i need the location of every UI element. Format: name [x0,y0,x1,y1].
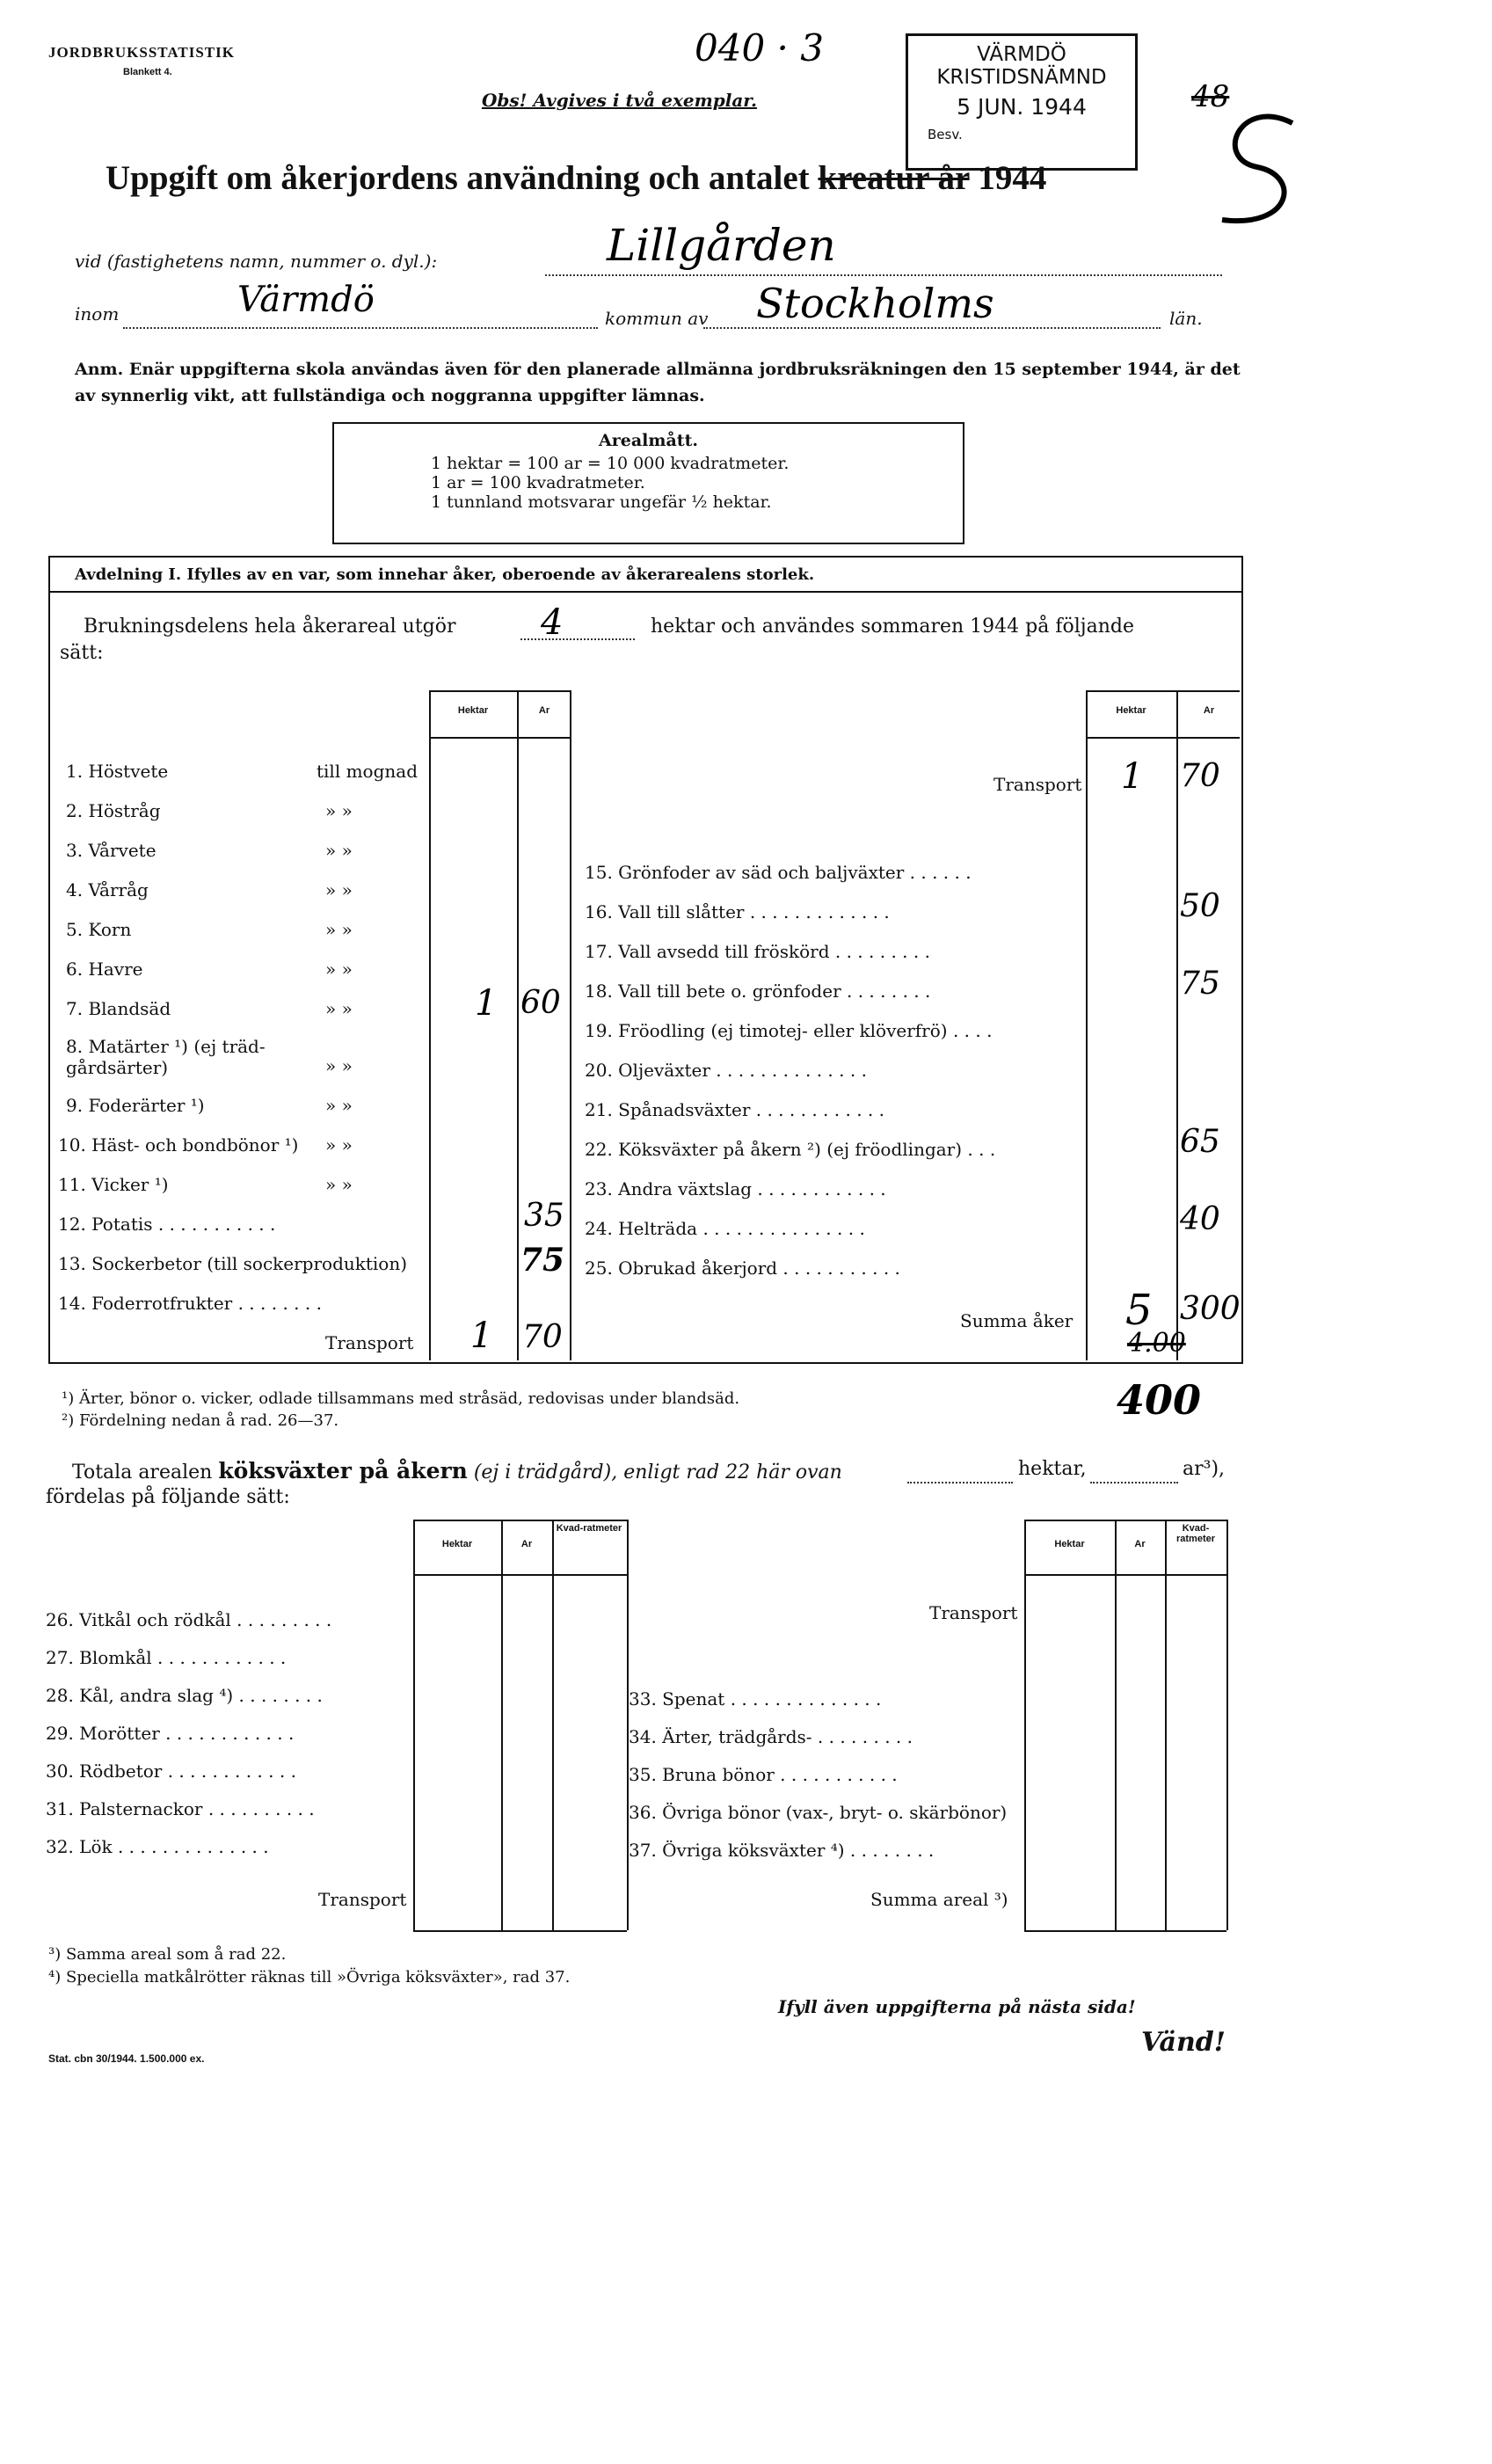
crop-row-14: 14. Foderrotfrukter . . . . . . . . [58,1293,322,1314]
veg-row-27: 27. Blomkål . . . . . . . . . . . . [46,1647,287,1668]
crop-row-11-suffix: » » [325,1174,353,1195]
summa-aker-hektar: 5 [1125,1286,1153,1335]
vand-note: Vänd! [1141,2027,1226,2058]
summa-aker-corrected: 4.00 [1127,1328,1186,1359]
vid-value: Lillgården [607,220,836,271]
veg-row-33: 33. Spenat . . . . . . . . . . . . . . [629,1688,882,1709]
crop-row-18: 18. Vall till bete o. grönfoder . . . . . . . . [585,980,931,1002]
section2-intro-b: (ej i trädgård), enligt rad 22 här ovan [473,1462,842,1484]
crop-row-10-suffix: » » [325,1134,353,1155]
crop-row-7-suffix: » » [325,998,353,1019]
veg-row-35: 35. Bruna bönor . . . . . . . . . . . [629,1764,898,1785]
row7-hektar: 1 [475,983,498,1024]
crop-row-1: 1. Höstvete [66,761,169,782]
summa-aker-label: Summa åker [960,1310,1074,1331]
section1-heading: Avdelning I. Ifylles av en var, som innehar åker, oberoende av åkerarealens storlek. [75,565,815,584]
section1-intro-c: sätt: [60,642,104,664]
title-main: Uppgift om åkerjordens användning och antalet [106,159,810,197]
handwritten-s-mark [1205,106,1310,237]
row7-ar: 60 [520,985,561,1021]
crop-row-7: 7. Blandsäd [66,998,171,1019]
crop-row-4: 4. Vårråg [66,879,149,900]
veg-row-31: 31. Palsternackor . . . . . . . . . . [46,1798,315,1819]
crop-row-16: 16. Vall till slåtter . . . . . . . . . . . . . [585,901,890,922]
received-stamp [906,33,1138,171]
footnote-3: ³) Samma areal som å rad 22. [48,1945,287,1964]
s2-left-col-kvm: Kvad-ratmeter [556,1523,622,1534]
veg-row-37: 37. Övriga köksväxter ⁴) . . . . . . . . [629,1840,935,1861]
crop-row-6: 6. Havre [66,959,143,980]
veg-row-29: 29. Morötter . . . . . . . . . . . . [46,1723,295,1744]
crop-row-10: 10. Häst- och bondbönor ¹) [58,1134,299,1155]
crop-row-8: 8. Matärter ¹) (ej träd-gårdsärter) [66,1036,266,1078]
form-number: Blankett 4. [123,67,172,77]
s2-right-col-kvm: Kvad-ratmeter [1175,1523,1216,1544]
lan-label: län. [1169,308,1203,329]
left-transport-ar: 70 [522,1319,563,1355]
footnote-4: ⁴) Speciella matkålrötter räknas till »Övriga köksväxter», rad 37. [48,1968,571,1987]
s2-left-col-hektar: Hektar [441,1539,473,1549]
s2-left-transport: Transport [318,1889,407,1910]
crop-row-23: 23. Andra växtslag . . . . . . . . . . . . [585,1178,886,1199]
row12-ar: 35 [524,1198,564,1234]
areal-box [332,422,964,544]
stamp-line1: VÄRMDÖ [977,43,1066,66]
s2-left-col-ar: Ar [520,1539,533,1549]
veg-row-32: 32. Lök . . . . . . . . . . . . . . [46,1836,269,1857]
areal-line1: 1 hektar = 100 ar = 10 000 kvadratmeter. [431,454,790,473]
kommun-label: kommun av [605,308,709,329]
section2-ar-label: ar³), [1183,1458,1226,1480]
crop-row-17: 17. Vall avsedd till fröskörd . . . . . . . . . [585,941,930,962]
crop-row-2: 2. Höstråg [66,800,161,821]
section2-intro-c: fördelas på följande sätt: [46,1486,290,1508]
section2-intro-a: Totala arealen [72,1462,213,1484]
row16-ar: 50 [1180,888,1220,924]
veg-row-36: 36. Övriga bönor (vax-, bryt- o. skärbönor) [629,1802,1008,1823]
veg-row-28: 28. Kål, andra slag ⁴) . . . . . . . . [46,1685,323,1706]
crop-row-9-suffix: » » [325,1095,353,1116]
areal-title: Arealmått. [599,431,698,450]
row24-ar: 40 [1180,1201,1220,1237]
crop-row-15: 15. Grönfoder av säd och baljväxter . . . . . . [585,862,972,883]
crop-row-5: 5. Korn [66,919,132,940]
inom-label: inom [75,303,120,324]
kommun-value: Stockholms [756,280,994,327]
crop-row-13: 13. Sockerbetor (till sockerproduktion) [58,1253,408,1274]
crop-row-21: 21. Spånadsväxter . . . . . . . . . . . . [585,1099,884,1120]
crop-row-2-suffix: » » [325,800,353,821]
crop-row-6-suffix: » » [325,959,353,980]
right-transport-hektar: 1 [1121,756,1144,797]
section1-intro-a: Brukningsdelens hela åkerareal utgör [84,616,456,638]
vid-label: vid (fastighetens namn, nummer o. dyl.): [75,251,438,272]
left-transport-hektar: 1 [470,1316,493,1356]
row22-ar: 65 [1180,1124,1220,1160]
s2-right-transport: Transport [929,1602,1018,1623]
section2-hektar-label: hektar, [1018,1458,1087,1480]
crop-row-4-suffix: » » [325,879,353,900]
vid-line [545,274,1222,276]
crop-row-9: 9. Foderärter ¹) [66,1095,205,1116]
crop-row-25: 25. Obrukad åkerjord . . . . . . . . . . . [585,1258,900,1279]
right-col-hektar: Hektar [1116,705,1146,716]
summa-aker-ar: 300 [1180,1291,1241,1327]
crop-row-24: 24. Helträda . . . . . . . . . . . . . . . [585,1218,865,1239]
veg-row-34: 34. Ärter, trädgårds- . . . . . . . . . [629,1726,913,1747]
anm-note: Anm. Enär uppgifterna skola användas även för den planerade allmänna jordbruksräkningen den 15 september 1944, är det av synnerlig vikt, att fullständiga och noggranna uppgifter lämnas. [75,360,1241,405]
s2-right-col-hektar: Hektar [1054,1539,1085,1549]
obs-note: Obs! Avgives i två exemplar. [482,90,757,111]
areal-line2: 1 ar = 100 kvadratmeter. [431,473,645,492]
stamp-date: 5 JUN. 1944 [957,94,1087,120]
right-transport-ar: 70 [1180,758,1220,794]
title-year: 1944 [978,159,1047,197]
crop-row-11: 11. Vicker ¹) [58,1174,169,1195]
crop-row-3-suffix: » » [325,840,353,861]
inom-value: Värmdö [237,280,375,320]
row18-ar: 75 [1180,966,1220,1002]
left-transport-label: Transport [325,1332,414,1353]
crop-row-20: 20. Oljeväxter . . . . . . . . . . . . . . [585,1060,867,1081]
section1-intro-b: hektar och användes sommaren 1944 på följande [651,616,1134,638]
right-transport-label: Transport [993,774,1082,795]
footnote-1: ¹) Ärter, bönor o. vicker, odlade tillsammans med stråsäd, redovisas under blandsäd. [62,1389,740,1408]
crop-row-5-suffix: » » [325,919,353,940]
ifyll-note: Ifyll även uppgifterna på nästa sida! [778,1996,1136,2017]
crop-row-22: 22. Köksväxter på åkern ²) (ej fröodlingar) . . . [585,1139,996,1160]
crop-row-8-suffix: » » [325,1055,353,1076]
crop-row-3: 3. Vårvete [66,840,156,861]
footnote-2: ²) Fördelning nedan å rad. 26—37. [62,1411,339,1430]
row13-ar: 75 [520,1242,565,1279]
inom-line [123,327,598,329]
summa-margin-value: 400 [1117,1376,1202,1424]
handwritten-archive-number: 040 · 3 [695,26,824,69]
title-struck: kreatur år [818,159,970,197]
org-name: JORDBRUKSSTATISTIK [48,44,235,61]
crop-row-19: 19. Fröodling (ej timotej- eller klöverfrö) . . . . [585,1020,993,1041]
left-col-ar: Ar [538,705,550,716]
section2-intro [72,1458,842,1484]
veg-row-30: 30. Rödbetor . . . . . . . . . . . . [46,1761,296,1782]
section2-intro-bold: köksväxter på åkern [218,1458,468,1484]
crop-row-1-suffix: till mognad [317,761,418,782]
corner-number: 48 [1191,79,1230,114]
crop-row-12: 12. Potatis . . . . . . . . . . . [58,1214,276,1235]
stamp-besv: Besv. [928,127,963,142]
s2-summa-areal: Summa areal ³) [870,1889,1008,1910]
veg-row-26: 26. Vitkål och rödkål . . . . . . . . . [46,1609,332,1630]
right-col-ar: Ar [1203,705,1215,716]
s2-right-col-ar: Ar [1134,1539,1146,1549]
areal-line3: 1 tunnland motsvarar ungefär ½ hektar. [431,492,772,512]
stamp-line2: KRISTIDSNÄMND [936,66,1107,89]
section1-total-value: 4 [541,602,564,643]
print-info: Stat. cbn 30/1944. 1.500.000 ex. [48,2052,205,2065]
left-col-hektar: Hektar [457,705,489,716]
kommun-line [703,327,1161,329]
page-title [106,158,1046,198]
